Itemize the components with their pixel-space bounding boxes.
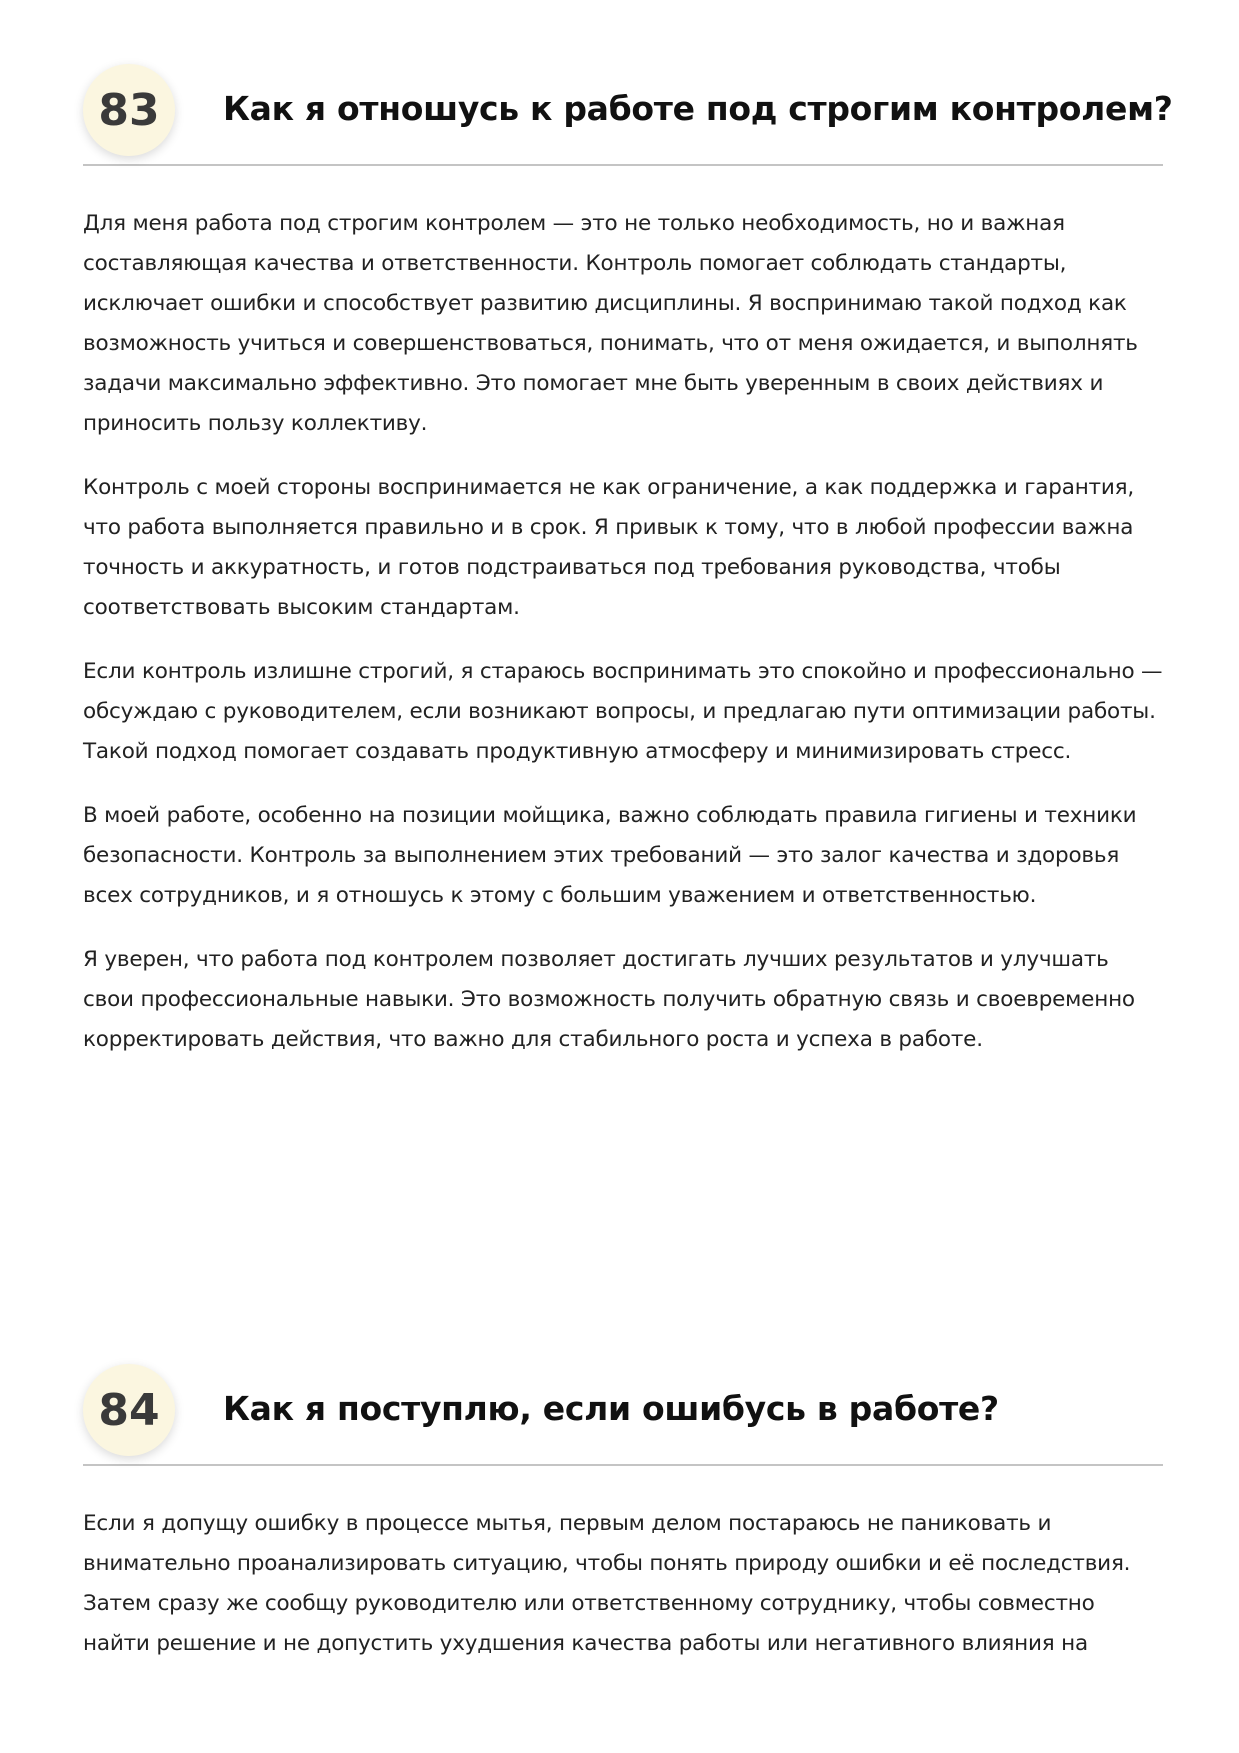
answer-paragraph: Контроль с моей стороны воспринимается не как ограничение, а как поддержка и гарантия, что работа выполняется правильно и в срок. Я привык к тому, что в любой профессии важна точность и аккуратность, и готов подстраиваться под требования руководства, чтобы соответствовать высоким стандартам. [83, 475, 1135, 620]
answer-paragraph: Я уверен, что работа под контролем позволяет достигать лучших результатов и улучшать свои профессиональные навыки. Это возможность получить обратную связь и своевременно корректировать действия, что важно для стабильного роста и успеха в работе. [83, 947, 1135, 1052]
answer-paragraph: В моей работе, особенно на позиции мойщика, важно соблюдать правила гигиены и техники безопасности. Контроль за выполнением этих требований — это залог качества и здоровья всех сотрудников, и я отношусь к этому с большим уважением и ответственностью. [83, 803, 1137, 908]
answer-paragraph: Если контроль излишне строгий, я стараюсь воспринимать это спокойно и профессионально — обсуждаю с руководителем, если возникают вопросы, и предлагаю пути оптимизации работы. Такой подход помогает создавать продуктивную атмосферу и минимизировать стресс. [83, 659, 1163, 764]
question-section-84 [83, 1354, 1163, 1688]
question-title: Как я поступлю, если ошибусь в работе? [223, 1389, 999, 1428]
answer-body [83, 204, 1163, 1060]
answer-paragraph: Если я допущу ошибку в процессе мытья, первым делом постараюсь не паниковать и внимательно проанализировать ситуацию, чтобы понять природу ошибки и её последствия. Затем сразу же сообщу руководителю или ответственному сотруднику, чтобы совместно найти решение и не допустить ухудшения качества работы или негативного влияния на [83, 1511, 1131, 1656]
answer-paragraph: Для меня работа под строгим контролем — это не только необходимость, но и важная составляющая качества и ответственности. Контроль помогает соблюдать стандарты, исключает ошибки и способствует развитию дисциплины. Я воспринимаю такой подход как возможность учиться и совершенствоваться, понимать, что от меня ожидается, и выполнять задачи максимально эффективно. Это помогает мне быть уверенным в своих действиях и приносить пользу коллективу. [83, 211, 1138, 436]
question-title: Как я отношусь к работе под строгим контролем? [223, 89, 1173, 128]
question-number-badge: 83 [83, 64, 175, 156]
question-section-83 [83, 54, 1173, 1084]
answer-body [83, 1504, 1163, 1664]
question-header [83, 54, 1173, 166]
question-header [83, 1354, 1163, 1466]
question-number-badge: 84 [83, 1364, 175, 1456]
